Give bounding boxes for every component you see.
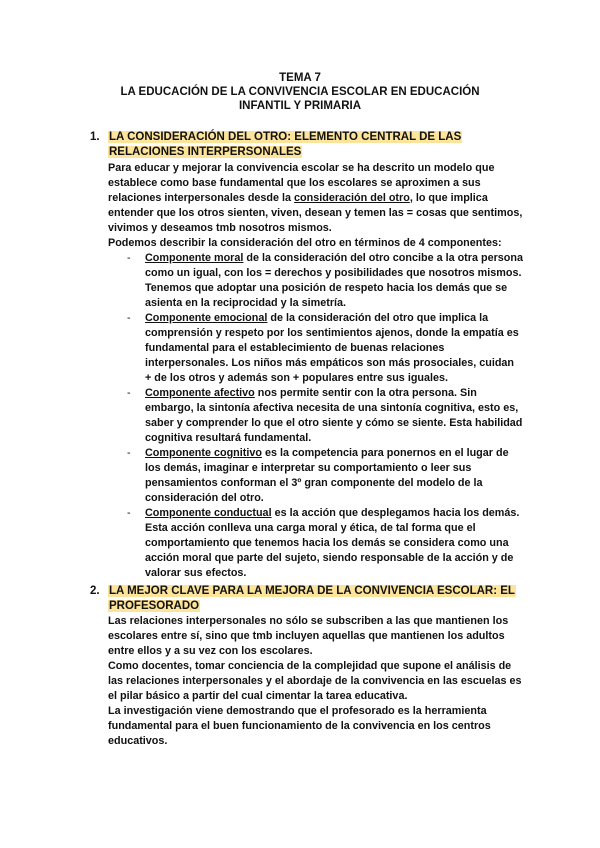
section-1-heading [90, 130, 530, 160]
section-2-paragraph: La investigación viene demostrando que el profesorado es la herramienta fundamental para el buen funcionamiento de la convivencia en los centros educativos. [108, 705, 491, 747]
section-2-paragraph: Las relaciones interpersonales no sólo se subscriben a las que mantienen los escolares entre sí, sino que tmb incluyen aquellas que mantienen los adultos entre ellos y a su vez con los escolares. [108, 615, 509, 657]
document-title [0, 71, 600, 113]
section-2-paragraph: Como docentes, tomar conciencia de la complejidad que supone el análisis de las relaciones interpersonales y el abordaje de la convivencia en las escuelas es el pilar básico a partir del cual cimentar la tarea educativa. [108, 660, 522, 702]
component-cognitivo: - Componente cognitivo es la competencia para ponernos en el lugar de los demás, imaginar e interpretar su comportamiento o leer sus pensamientos conforman el 3º gran componente del modelo de la consideración del otro. [127, 447, 509, 504]
component-moral: - Componente moral de la consideración del otro concibe a la otra persona como un igual, con los = derechos y posibilidades que nosotros mismos. Tenemos que adoptar una posición de respeto hacia los demás que se asienta en la reciprocidad y la simetría. [127, 252, 523, 309]
topic-title: LA EDUCACIÓN DE LA CONVIVENCIA ESCOLAR EN EDUCACIÓN INFANTIL Y PRIMARIA [120, 86, 480, 112]
section-1-intro: Para educar y mejorar la convivencia escolar se ha descrito un modelo que establece como base fundamental que los escolares se aproximen a sus relaciones interpersonales desde la consideración del otro, lo que implica entender que los otros sienten, viven, desean y temen las = cosas que sentimos, vivimos y deseamos tmb nosotros mismos. [108, 162, 523, 234]
topic-number: TEMA 7 [279, 72, 321, 84]
section-1-number: 1. [90, 131, 100, 143]
section-2-heading [90, 584, 530, 614]
section-1-heading-text: LA CONSIDERACIÓN DEL OTRO: ELEMENTO CENTRAL DE LAS RELACIONES INTERPERSONALES [109, 131, 462, 158]
section-1-body [108, 161, 523, 581]
section-2-heading-text: LA MEJOR CLAVE PARA LA MEJORA DE LA CONVIVENCIA ESCOLAR: EL PROFESORADO [109, 585, 515, 612]
consideracion-del-otro-term: consideración del otro [294, 192, 410, 204]
section-2-body [108, 614, 523, 749]
components-list [108, 251, 523, 581]
component-emocional: - Componente emocional de la consideración del otro que implica la comprensión y respeto por los sentimientos ajenos, donde la empatía es fundamental para el establecimiento de buenas relaciones interpersonales. Los niños más empáticos son más prosociales, cuidan + de los otros y además son + populares entre sus iguales. [127, 312, 519, 384]
section-1-lead: Podemos describir la consideración del otro en términos de 4 componentes: [108, 237, 502, 249]
section-2-number: 2. [90, 585, 100, 597]
component-conductual: - Componente conductual es la acción que desplegamos hacia los demás. Esta acción conlleva una carga moral y ética, de tal forma que el comportamiento que tenemos hacia los demás se considera como una acción moral que parte del sujeto, siendo responsable de la acción y de valorar sus efectos. [127, 507, 520, 579]
component-afectivo: - Componente afectivo nos permite sentir con la otra persona. Sin embargo, la sintonía afectiva necesita de una sintonía cognitiva, esto es, saber y comprender lo que el otro siente y cómo se siente. Esta habilidad cognitiva resultará fundamental. [127, 387, 523, 444]
